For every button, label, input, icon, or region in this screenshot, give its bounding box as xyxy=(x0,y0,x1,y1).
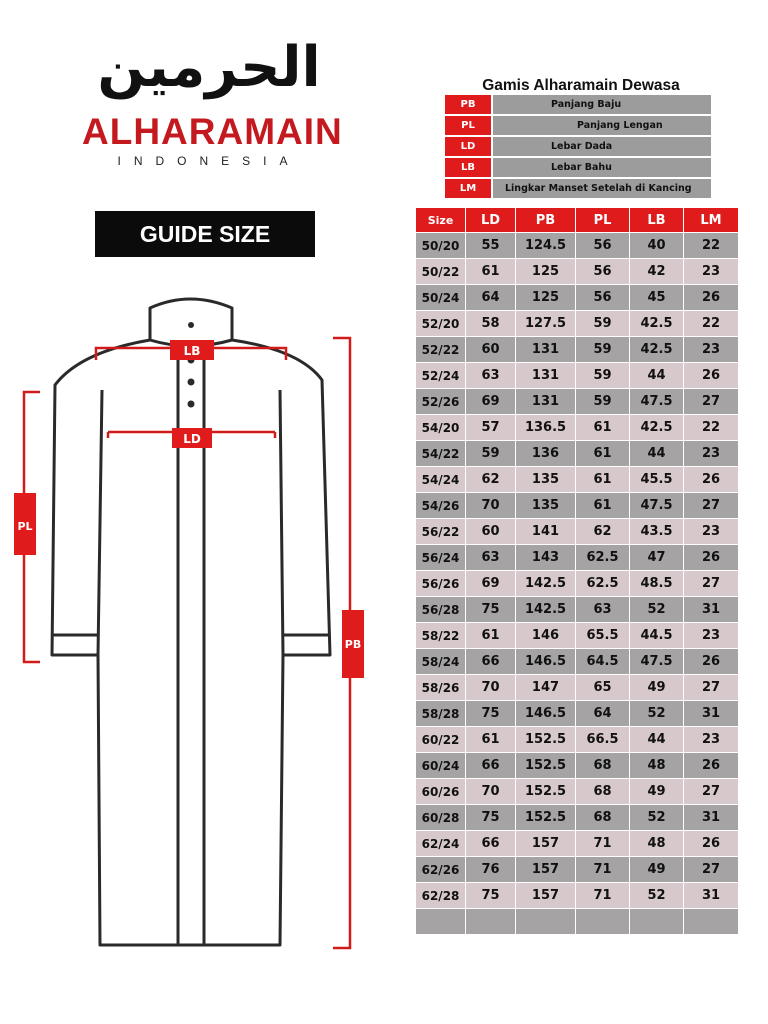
table-cell: 152.5 xyxy=(516,779,576,805)
table-cell: 157 xyxy=(516,883,576,909)
table-cell: 125 xyxy=(516,285,576,311)
table-cell: 61 xyxy=(576,467,630,493)
table-cell-empty xyxy=(416,909,466,935)
table-cell: 157 xyxy=(516,831,576,857)
table-cell: 26 xyxy=(684,467,739,493)
table-cell: 66 xyxy=(466,831,516,857)
table-cell: 71 xyxy=(576,883,630,909)
table-cell: 76 xyxy=(466,857,516,883)
table-cell: 44 xyxy=(630,727,684,753)
table-cell: 56/26 xyxy=(416,571,466,597)
table-cell: 68 xyxy=(576,753,630,779)
table-row xyxy=(416,545,739,571)
table-cell: 152.5 xyxy=(516,753,576,779)
table-cell: 31 xyxy=(684,805,739,831)
legend-code: PL xyxy=(445,116,491,135)
lb-marker: LB xyxy=(183,344,201,358)
table-cell: 47.5 xyxy=(630,389,684,415)
table-row xyxy=(416,779,739,805)
table-cell: 125 xyxy=(516,259,576,285)
table-cell-empty xyxy=(516,909,576,935)
table-cell: 49 xyxy=(630,675,684,701)
table-cell: 40 xyxy=(630,233,684,259)
table-cell: 52/26 xyxy=(416,389,466,415)
table-row xyxy=(416,363,739,389)
table-cell: 56 xyxy=(576,259,630,285)
table-cell: 26 xyxy=(684,649,739,675)
table-cell: 68 xyxy=(576,805,630,831)
table-cell: 45.5 xyxy=(630,467,684,493)
table-cell-empty xyxy=(576,909,630,935)
table-cell: 64 xyxy=(466,285,516,311)
legend-desc: Panjang Baju xyxy=(493,95,711,114)
table-cell: 69 xyxy=(466,389,516,415)
header-ld: LD xyxy=(466,208,516,233)
table-cell: 65 xyxy=(576,675,630,701)
table-cell: 58 xyxy=(466,311,516,337)
table-cell: 63 xyxy=(466,545,516,571)
table-row xyxy=(416,701,739,727)
table-cell: 44 xyxy=(630,441,684,467)
table-cell: 27 xyxy=(684,493,739,519)
table-cell: 47.5 xyxy=(630,493,684,519)
table-cell: 68 xyxy=(576,779,630,805)
table-cell: 135 xyxy=(516,493,576,519)
table-cell: 57 xyxy=(466,415,516,441)
table-cell: 48 xyxy=(630,831,684,857)
table-cell: 64 xyxy=(576,701,630,727)
table-cell-empty xyxy=(630,909,684,935)
table-cell: 54/20 xyxy=(416,415,466,441)
table-cell: 23 xyxy=(684,441,739,467)
table-cell: 31 xyxy=(684,701,739,727)
table-cell: 42 xyxy=(630,259,684,285)
table-cell: 146.5 xyxy=(516,701,576,727)
table-cell: 56/24 xyxy=(416,545,466,571)
table-row xyxy=(416,805,739,831)
table-cell: 54/24 xyxy=(416,467,466,493)
table-row xyxy=(416,389,739,415)
table-cell: 49 xyxy=(630,857,684,883)
table-cell: 52/20 xyxy=(416,311,466,337)
table-cell: 131 xyxy=(516,363,576,389)
table-cell: 44.5 xyxy=(630,623,684,649)
button-4 xyxy=(188,401,195,408)
table-cell: 52 xyxy=(630,701,684,727)
table-cell: 75 xyxy=(466,701,516,727)
table-cell: 23 xyxy=(684,727,739,753)
table-cell: 60 xyxy=(466,519,516,545)
table-cell: 23 xyxy=(684,337,739,363)
table-cell: 70 xyxy=(466,779,516,805)
brand-name: ALHARAMAIN xyxy=(82,111,343,152)
table-cell: 131 xyxy=(516,337,576,363)
table-cell: 31 xyxy=(684,883,739,909)
table-cell: 22 xyxy=(684,311,739,337)
table-row xyxy=(416,753,739,779)
table-cell: 124.5 xyxy=(516,233,576,259)
table-row xyxy=(416,623,739,649)
table-cell: 146.5 xyxy=(516,649,576,675)
table-cell: 27 xyxy=(684,571,739,597)
table-row-empty xyxy=(416,909,739,935)
table-cell: 59 xyxy=(576,337,630,363)
table-row xyxy=(416,285,739,311)
table-cell: 63 xyxy=(576,597,630,623)
table-cell: 61 xyxy=(576,493,630,519)
table-cell: 64.5 xyxy=(576,649,630,675)
table-cell: 60/28 xyxy=(416,805,466,831)
legend-row xyxy=(445,95,711,114)
legend-desc: Lebar Bahu xyxy=(493,158,711,177)
table-cell: 60 xyxy=(466,337,516,363)
table-cell: 56/22 xyxy=(416,519,466,545)
guide-size-label: GUIDE SIZE xyxy=(95,211,315,257)
table-cell: 56/28 xyxy=(416,597,466,623)
table-cell: 26 xyxy=(684,363,739,389)
table-row xyxy=(416,441,739,467)
table-row xyxy=(416,415,739,441)
legend-code: LM xyxy=(445,179,491,198)
table-cell: 23 xyxy=(684,259,739,285)
table-cell: 131 xyxy=(516,389,576,415)
table-cell: 66 xyxy=(466,649,516,675)
table-cell: 61 xyxy=(466,623,516,649)
ld-marker: LD xyxy=(183,432,201,446)
table-cell: 61 xyxy=(466,259,516,285)
table-cell: 26 xyxy=(684,753,739,779)
table-cell: 60/22 xyxy=(416,727,466,753)
table-cell: 43.5 xyxy=(630,519,684,545)
pl-marker: PL xyxy=(17,520,33,533)
table-header-row xyxy=(416,208,739,233)
legend-title: Gamis Alharamain Dewasa xyxy=(482,77,680,94)
table-cell: 58/26 xyxy=(416,675,466,701)
table-row xyxy=(416,571,739,597)
table-row xyxy=(416,311,739,337)
table-cell: 136 xyxy=(516,441,576,467)
legend-code: LB xyxy=(445,158,491,177)
legend-code: LD xyxy=(445,137,491,156)
table-cell: 42.5 xyxy=(630,415,684,441)
table-cell: 27 xyxy=(684,857,739,883)
table-cell: 146 xyxy=(516,623,576,649)
table-cell: 45 xyxy=(630,285,684,311)
table-cell: 47 xyxy=(630,545,684,571)
legend-row xyxy=(445,137,711,156)
table-cell: 52/24 xyxy=(416,363,466,389)
table-cell: 22 xyxy=(684,233,739,259)
table-cell: 60/26 xyxy=(416,779,466,805)
table-row xyxy=(416,597,739,623)
table-cell: 65.5 xyxy=(576,623,630,649)
table-cell: 22 xyxy=(684,415,739,441)
header-pb: PB xyxy=(516,208,576,233)
brand-subtitle: INDONESIA xyxy=(117,154,301,168)
legend-desc: Lebar Dada xyxy=(493,137,711,156)
table-cell: 60/24 xyxy=(416,753,466,779)
table-row xyxy=(416,675,739,701)
table-cell: 127.5 xyxy=(516,311,576,337)
table-cell: 50/22 xyxy=(416,259,466,285)
table-cell: 66.5 xyxy=(576,727,630,753)
table-cell: 70 xyxy=(466,493,516,519)
table-cell: 59 xyxy=(466,441,516,467)
legend-row xyxy=(445,158,711,177)
table-cell: 50/24 xyxy=(416,285,466,311)
table-cell: 61 xyxy=(576,415,630,441)
table-cell: 31 xyxy=(684,597,739,623)
legend-code: PB xyxy=(445,95,491,114)
table-cell: 52 xyxy=(630,597,684,623)
table-cell: 23 xyxy=(684,519,739,545)
header-size: Size xyxy=(416,208,466,233)
legend-desc: Lingkar Manset Setelah di Kancing xyxy=(493,179,711,198)
table-cell: 63 xyxy=(466,363,516,389)
table-cell: 75 xyxy=(466,597,516,623)
table-cell: 70 xyxy=(466,675,516,701)
table-cell: 27 xyxy=(684,779,739,805)
table-row xyxy=(416,233,739,259)
table-cell: 62/28 xyxy=(416,883,466,909)
table-cell: 75 xyxy=(466,883,516,909)
table-cell: 52 xyxy=(630,883,684,909)
table-cell: 58/24 xyxy=(416,649,466,675)
table-cell: 62 xyxy=(466,467,516,493)
table-cell: 141 xyxy=(516,519,576,545)
table-cell: 157 xyxy=(516,857,576,883)
table-cell-empty xyxy=(466,909,516,935)
table-cell: 66 xyxy=(466,753,516,779)
brand-arabic-logo: الحرمين xyxy=(97,35,321,100)
table-cell: 152.5 xyxy=(516,805,576,831)
table-cell: 54/26 xyxy=(416,493,466,519)
table-cell: 23 xyxy=(684,623,739,649)
table-cell: 27 xyxy=(684,675,739,701)
table-cell: 54/22 xyxy=(416,441,466,467)
table-cell: 142.5 xyxy=(516,571,576,597)
table-row xyxy=(416,883,739,909)
table-row xyxy=(416,519,739,545)
table-cell: 56 xyxy=(576,285,630,311)
legend-row xyxy=(445,116,711,135)
table-cell: 59 xyxy=(576,311,630,337)
table-cell: 49 xyxy=(630,779,684,805)
header-pl: PL xyxy=(576,208,630,233)
table-cell: 62/24 xyxy=(416,831,466,857)
table-body xyxy=(416,233,739,935)
table-cell: 135 xyxy=(516,467,576,493)
table-cell: 42.5 xyxy=(630,337,684,363)
garment-outline xyxy=(52,299,330,945)
table-cell: 143 xyxy=(516,545,576,571)
table-cell: 52/22 xyxy=(416,337,466,363)
table-cell: 26 xyxy=(684,285,739,311)
table-cell: 42.5 xyxy=(630,311,684,337)
table-row xyxy=(416,259,739,285)
table-cell: 59 xyxy=(576,363,630,389)
header-lb: LB xyxy=(630,208,684,233)
button-3 xyxy=(188,379,195,386)
table-cell: 71 xyxy=(576,857,630,883)
button-1 xyxy=(188,322,194,328)
table-cell: 48 xyxy=(630,753,684,779)
table-cell: 136.5 xyxy=(516,415,576,441)
table-cell: 47.5 xyxy=(630,649,684,675)
pb-marker: PB xyxy=(344,638,362,651)
table-cell: 62.5 xyxy=(576,571,630,597)
table-cell: 27 xyxy=(684,389,739,415)
table-cell: 59 xyxy=(576,389,630,415)
legend-row xyxy=(445,179,711,198)
table-cell: 61 xyxy=(576,441,630,467)
table-cell: 62.5 xyxy=(576,545,630,571)
table-cell: 62 xyxy=(576,519,630,545)
table-cell-empty xyxy=(684,909,739,935)
legend xyxy=(445,95,711,200)
table-row xyxy=(416,857,739,883)
table-cell: 48.5 xyxy=(630,571,684,597)
table-cell: 44 xyxy=(630,363,684,389)
table-cell: 56 xyxy=(576,233,630,259)
legend-desc: Panjang Lengan xyxy=(493,116,711,135)
table-cell: 147 xyxy=(516,675,576,701)
table-cell: 55 xyxy=(466,233,516,259)
table-cell: 75 xyxy=(466,805,516,831)
table-cell: 26 xyxy=(684,831,739,857)
table-cell: 58/22 xyxy=(416,623,466,649)
table-cell: 71 xyxy=(576,831,630,857)
table-cell: 58/28 xyxy=(416,701,466,727)
table-cell: 142.5 xyxy=(516,597,576,623)
table-cell: 62/26 xyxy=(416,857,466,883)
table-row xyxy=(416,467,739,493)
size-table xyxy=(415,207,739,935)
table-cell: 52 xyxy=(630,805,684,831)
garment-diagram xyxy=(0,280,400,980)
table-cell: 61 xyxy=(466,727,516,753)
table-cell: 69 xyxy=(466,571,516,597)
table-cell: 26 xyxy=(684,545,739,571)
table-row xyxy=(416,493,739,519)
header-lm: LM xyxy=(684,208,739,233)
table-row xyxy=(416,831,739,857)
table-row xyxy=(416,727,739,753)
table-cell: 50/20 xyxy=(416,233,466,259)
table-row xyxy=(416,649,739,675)
table-row xyxy=(416,337,739,363)
table-cell: 152.5 xyxy=(516,727,576,753)
